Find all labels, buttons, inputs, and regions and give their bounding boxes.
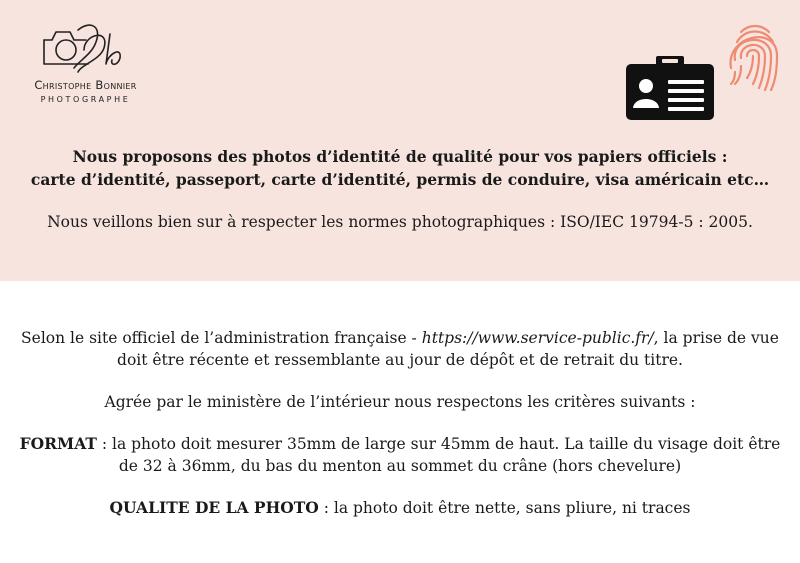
norms-statement: Nous veillons bien sur à respecter les normes photographiques : ISO/IEC 19794-5 : 2005. [47, 213, 753, 231]
official-source-paragraph [0, 327, 800, 371]
fingerprint-icon [725, 20, 781, 94]
intro-section [0, 145, 800, 234]
quality-text: : la photo doit être nette, sans pliure, ni traces [318, 499, 691, 517]
criteria-section [0, 327, 800, 539]
header-band [0, 0, 800, 281]
quality-criterion [0, 497, 800, 519]
id-card-icon [626, 56, 714, 120]
format-text: : la photo doit mesurer 35mm de large sur 45mm de haut. La taille du visage doit être de 32 à 36mm, du bas du menton au sommet du crâne (hors chevelure) [96, 435, 781, 475]
service-public-link[interactable]: https://www.service-public.fr/ [421, 329, 654, 347]
intro-line-2: carte d’identité, passeport, carte d’identité, permis de conduire, visa américain etc… [30, 170, 770, 189]
logo-subtitle: PHOTOGRAPHE [40, 95, 131, 104]
intro-line-1: Nous proposons des photos d’identité de qualité pour vos papiers officiels : [72, 147, 728, 166]
logo-name: Christophe Bonnier [34, 78, 137, 92]
camera-signature-icon [40, 20, 130, 78]
source-rest-text: , la prise de vue doit être récente et ressemblante au jour de dépôt et de retrait du titre. [117, 329, 779, 369]
format-label: FORMAT [19, 434, 97, 453]
format-criterion [0, 433, 800, 477]
approval-paragraph: Agrée par le ministère de l’intérieur nous respectons les critères suivants : [104, 393, 696, 411]
source-intro-text: Selon le site officiel de l’administration française - [21, 329, 422, 347]
logo[interactable] [18, 20, 153, 110]
quality-label: QUALITE DE LA PHOTO [109, 498, 319, 517]
